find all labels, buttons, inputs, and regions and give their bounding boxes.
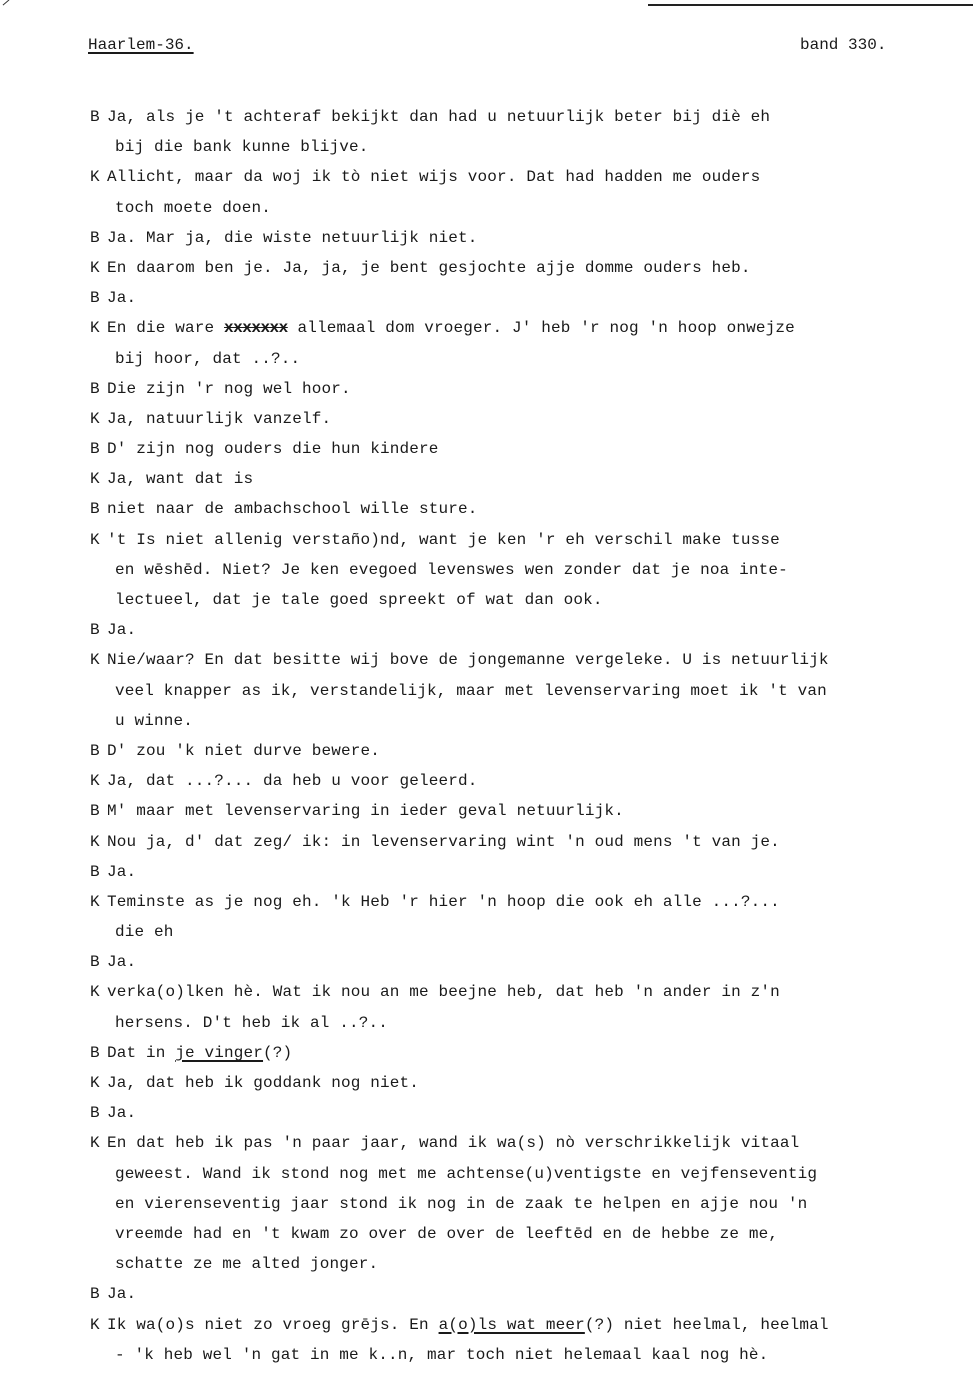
transcript-line <box>90 468 920 498</box>
transcript-continuation-line <box>90 197 920 227</box>
speaker-label: K <box>90 651 100 670</box>
speaker-label: K <box>90 470 100 489</box>
line-text: bij die bank kunne blijve. <box>115 138 369 157</box>
transcript-line <box>90 1283 920 1313</box>
transcript-line <box>90 649 920 679</box>
line-text: Ja. <box>107 621 137 640</box>
transcript-continuation-line <box>90 680 920 710</box>
transcript-continuation-line <box>90 348 920 378</box>
line-text: schatte ze me alted jonger. <box>115 1255 379 1274</box>
speaker-label: B <box>90 440 100 459</box>
speaker-label: B <box>90 953 100 972</box>
line-text: die eh <box>115 923 174 942</box>
transcript-line <box>90 408 920 438</box>
transcript-line <box>90 106 920 136</box>
line-text: Ja, want dat is <box>107 470 254 489</box>
speaker-label: K <box>90 892 100 911</box>
line-text: En dat heb ik pas 'n paar jaar, wand ik wa(s) nò verschrikkelijk vitaal <box>107 1134 800 1153</box>
speaker-label: B <box>90 1104 100 1123</box>
transcript-continuation-line <box>90 1223 920 1253</box>
underlined-uncertain-text: je vinger <box>175 1043 264 1062</box>
speaker-label: K <box>90 258 100 277</box>
transcript-line <box>90 861 920 891</box>
speaker-label: K <box>90 1074 100 1092</box>
line-text: toch moete doen. <box>115 198 272 217</box>
line-text: u winne. <box>115 711 194 730</box>
line-text: allemaal dom vroeger. J' heb 'r nog 'n hoop onwejze <box>287 319 795 338</box>
line-text: Teminste as je nog eh. 'k Heb 'r hier 'n hoop die ook eh alle ...?... <box>107 892 780 911</box>
transcript-continuation-line <box>90 1344 920 1374</box>
line-text: Ja, dat heb ik goddank nog niet. <box>107 1074 420 1092</box>
transcript-line <box>90 529 920 559</box>
speaker-label: B <box>90 1285 100 1304</box>
line-text: En daarom ben je. Ja, ja, je bent gesjochte ajje domme ouders heb. <box>107 258 751 277</box>
speaker-label: K <box>90 983 100 1002</box>
transcript-line <box>90 891 920 921</box>
line-text: Nou ja, d' dat zeg/ ik: in levenservaring wint 'n oud mens 't van je. <box>107 832 780 851</box>
line-text: en vierenseventig jaar stond ik nog in de zaak te helpen en ajje nou 'n <box>115 1194 808 1213</box>
line-text: - 'k heb wel 'n gat in me k..n, mar toch niet helemaal kaal nog hè. <box>115 1345 769 1364</box>
tape-number: band 330. <box>800 36 887 54</box>
top-rule-line <box>648 4 973 6</box>
speaker-label: B <box>90 621 100 640</box>
line-text: Ja. <box>107 1104 137 1123</box>
transcript-line <box>90 438 920 468</box>
transcript-line <box>90 1102 920 1132</box>
transcript-line <box>90 1072 920 1102</box>
transcript-line <box>90 227 920 257</box>
line-text: Ik wa(o)s niet zo vroeg grējs. En <box>107 1315 439 1334</box>
line-text: Allicht, maar da woj ik tò niet wijs voor. Dat had hadden me ouders <box>107 168 761 187</box>
underlined-uncertain-text: a(o)ls wat meer <box>438 1315 585 1334</box>
transcript-line <box>90 740 920 770</box>
transcript-continuation-line <box>90 559 920 589</box>
transcript-line <box>90 1042 920 1072</box>
line-text: Dat in <box>107 1043 176 1062</box>
speaker-label: B <box>90 228 100 247</box>
transcript-continuation-line <box>90 1193 920 1223</box>
transcript-line <box>90 1314 920 1344</box>
speaker-label: B <box>90 108 100 126</box>
transcript-body <box>90 106 920 1374</box>
line-text: Die zijn 'r nog wel hoor. <box>107 379 351 398</box>
transcript-line <box>90 287 920 317</box>
speaker-label: B <box>90 862 100 881</box>
transcript-line <box>90 831 920 861</box>
line-text: veel knapper as ik, verstandelijk, maar met levenservaring moet ik 't van <box>115 681 827 700</box>
speaker-label: B <box>90 379 100 398</box>
line-text: bij hoor, dat ..?.. <box>115 349 301 368</box>
speaker-label: B <box>90 1043 100 1062</box>
transcript-continuation-line <box>90 1253 920 1283</box>
line-text: En die ware <box>107 319 225 338</box>
struck-out-word: xxxxxxx <box>224 319 288 338</box>
line-text: Ja, natuurlijk vanzelf. <box>107 409 332 428</box>
transcript-line <box>90 378 920 408</box>
line-text: Ja, als je 't achteraf bekijkt dan had u netuurlijk beter bij diè eh <box>107 108 771 126</box>
transcript-continuation-line <box>90 589 920 619</box>
speaker-label: B <box>90 500 100 519</box>
line-text: Ja. <box>107 289 137 308</box>
transcript-line <box>90 770 920 800</box>
transcript-line <box>90 257 920 287</box>
line-text: M' maar met levenservaring in ieder geval netuurlijk. <box>107 802 624 821</box>
line-text: lectueel, dat je tale goed spreekt of wat dan ook. <box>115 591 603 609</box>
line-text: hersens. D't heb ik al ..?.. <box>115 1013 389 1032</box>
line-text: en wēshēd. Niet? Je ken evegoed levenswes wen zonder dat je noa inte- <box>115 560 788 579</box>
speaker-label: K <box>90 1134 100 1153</box>
document-title: Haarlem-36. <box>88 36 194 54</box>
speaker-label: K <box>90 1315 100 1334</box>
line-text: Nie/waar? En dat besitte wij bove de jongemanne vergeleke. U is netuurlijk <box>107 651 829 670</box>
transcript-continuation-line <box>90 1012 920 1042</box>
speaker-label: B <box>90 741 100 760</box>
speaker-label: B <box>90 802 100 821</box>
line-text: verka(o)lken hè. Wat ik nou an me beejne heb, dat heb 'n ander in z'n <box>107 983 780 1002</box>
line-text: geweest. Wand ik stond nog met me achtense(u)ventigste en vejfenseventig <box>115 1164 818 1183</box>
line-text: Ja. <box>107 1285 137 1304</box>
line-text: (?) <box>263 1043 293 1062</box>
speaker-label: K <box>90 772 100 791</box>
line-text: D' zijn nog ouders die hun kindere <box>107 440 439 459</box>
transcript-continuation-line <box>90 921 920 951</box>
transcript-continuation-line <box>90 1163 920 1193</box>
transcript-line <box>90 1132 920 1162</box>
line-text: Ja. Mar ja, die wiste netuurlijk niet. <box>107 228 478 247</box>
speaker-label: K <box>90 530 100 549</box>
transcript-line <box>90 981 920 1011</box>
speaker-label: K <box>90 319 100 338</box>
corner-pen-mark <box>3 0 10 5</box>
speaker-label: K <box>90 832 100 851</box>
speaker-label: K <box>90 409 100 428</box>
transcript-line <box>90 498 920 528</box>
line-text: vreemde had en 't kwam zo over de over de leeftēd en de hebbe ze me, <box>115 1224 779 1243</box>
transcript-continuation-line <box>90 710 920 740</box>
transcript-line <box>90 951 920 981</box>
transcript-line <box>90 317 920 347</box>
speaker-label: B <box>90 289 100 308</box>
speaker-label: K <box>90 168 100 187</box>
line-text: Ja. <box>107 862 137 881</box>
transcript-line <box>90 166 920 196</box>
line-text: D' zou 'k niet durve bewere. <box>107 741 381 760</box>
transcript-line <box>90 800 920 830</box>
line-text: (?) niet heelmal, heelmal <box>584 1315 829 1334</box>
line-text: Ja. <box>107 953 137 972</box>
transcript-continuation-line <box>90 136 920 166</box>
transcript-line <box>90 619 920 649</box>
line-text: Ja, dat ...?... da heb u voor geleerd. <box>107 772 478 791</box>
line-text: 't Is niet allenig verstaño)nd, want je ken 'r eh verschil make tusse <box>107 530 780 549</box>
line-text: niet naar de ambachschool wille sture. <box>107 500 478 519</box>
